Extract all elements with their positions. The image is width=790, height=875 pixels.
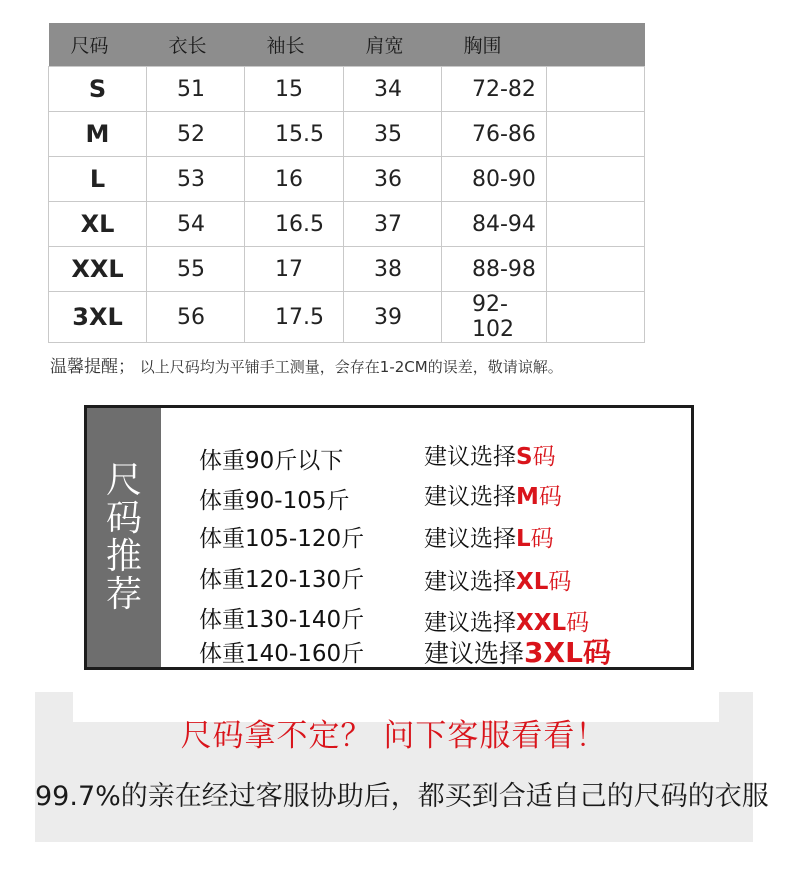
cell-blank xyxy=(547,112,645,157)
cell-length: 56 xyxy=(147,292,245,343)
cell-blank xyxy=(547,292,645,343)
size-recommendation-box xyxy=(84,405,694,670)
header-sleeve: 袖长 xyxy=(245,23,344,67)
cell-blank xyxy=(547,202,645,247)
cell-chest: 72-82 xyxy=(442,67,547,112)
reminder-heading: 温馨提醒； xyxy=(50,357,135,377)
size-chart-header-row xyxy=(49,23,645,67)
table-row xyxy=(49,112,645,157)
size-advice: 建议选择L码 xyxy=(424,526,554,552)
size-advice: 建议选择M码 xyxy=(424,484,562,510)
weight-range: 体重130-140斤 xyxy=(199,607,365,633)
cell-sleeve: 16 xyxy=(245,157,344,202)
cell-blank xyxy=(547,247,645,292)
measurement-reminder xyxy=(50,352,563,377)
size-advice: 建议选择S码 xyxy=(424,444,556,470)
cell-chest: 84-94 xyxy=(442,202,547,247)
header-shoulder: 肩宽 xyxy=(344,23,442,67)
cell-chest: 88-98 xyxy=(442,247,547,292)
cell-chest: 80-90 xyxy=(442,157,547,202)
cell-size: M xyxy=(49,112,147,157)
recommendation-side-panel xyxy=(87,408,161,667)
cell-shoulder: 35 xyxy=(344,112,442,157)
weight-range: 体重120-130斤 xyxy=(199,567,365,593)
cell-length: 54 xyxy=(147,202,245,247)
cell-shoulder: 34 xyxy=(344,67,442,112)
recommendation-title: 尺码推荐 xyxy=(105,459,142,615)
cell-size: S xyxy=(49,67,147,112)
header-chest: 胸围 xyxy=(442,23,547,67)
cell-size: L xyxy=(49,157,147,202)
cell-length: 52 xyxy=(147,112,245,157)
table-row xyxy=(49,157,645,202)
cell-blank xyxy=(547,157,645,202)
reminder-text: 以上尺码均为平铺手工测量，会存在1-2CM的误差，敬请谅解。 xyxy=(139,358,563,376)
cell-shoulder: 36 xyxy=(344,157,442,202)
table-row xyxy=(49,247,645,292)
cell-chest: 92-102 xyxy=(442,292,547,343)
header-size: 尺码 xyxy=(49,23,147,67)
size-advice: 建议选择3XL码 xyxy=(424,636,611,669)
table-row xyxy=(49,292,645,343)
banner-subtitle: 99.7%的亲在经过客服协助后，都买到合适自己的尺码的衣服 xyxy=(35,781,769,812)
weight-range: 体重105-120斤 xyxy=(199,526,365,552)
cell-length: 51 xyxy=(147,67,245,112)
size-advice: 建议选择XXL码 xyxy=(424,610,590,636)
cell-length: 53 xyxy=(147,157,245,202)
cell-size: 3XL xyxy=(49,292,147,343)
header-length: 衣长 xyxy=(147,23,245,67)
cell-sleeve: 15 xyxy=(245,67,344,112)
cell-sleeve: 15.5 xyxy=(245,112,344,157)
cell-length: 55 xyxy=(147,247,245,292)
cell-sleeve: 17 xyxy=(245,247,344,292)
cell-size: XL xyxy=(49,202,147,247)
weight-range: 体重90斤以下 xyxy=(199,448,344,474)
weight-range: 体重90-105斤 xyxy=(199,488,350,514)
cell-sleeve: 16.5 xyxy=(245,202,344,247)
cell-shoulder: 39 xyxy=(344,292,442,343)
table-row xyxy=(49,67,645,112)
cell-chest: 76-86 xyxy=(442,112,547,157)
table-row xyxy=(49,202,645,247)
size-chart-table xyxy=(48,23,645,343)
cell-sleeve: 17.5 xyxy=(245,292,344,343)
size-advice: 建议选择XL码 xyxy=(424,569,572,595)
cell-blank xyxy=(547,67,645,112)
customer-service-banner xyxy=(35,692,769,842)
weight-range: 体重140-160斤 xyxy=(199,641,365,667)
cell-size: XXL xyxy=(49,247,147,292)
banner-title: 尺码拿不定？ 问下客服看看！ xyxy=(180,718,608,754)
cell-shoulder: 37 xyxy=(344,202,442,247)
header-blank xyxy=(547,23,645,67)
cell-shoulder: 38 xyxy=(344,247,442,292)
